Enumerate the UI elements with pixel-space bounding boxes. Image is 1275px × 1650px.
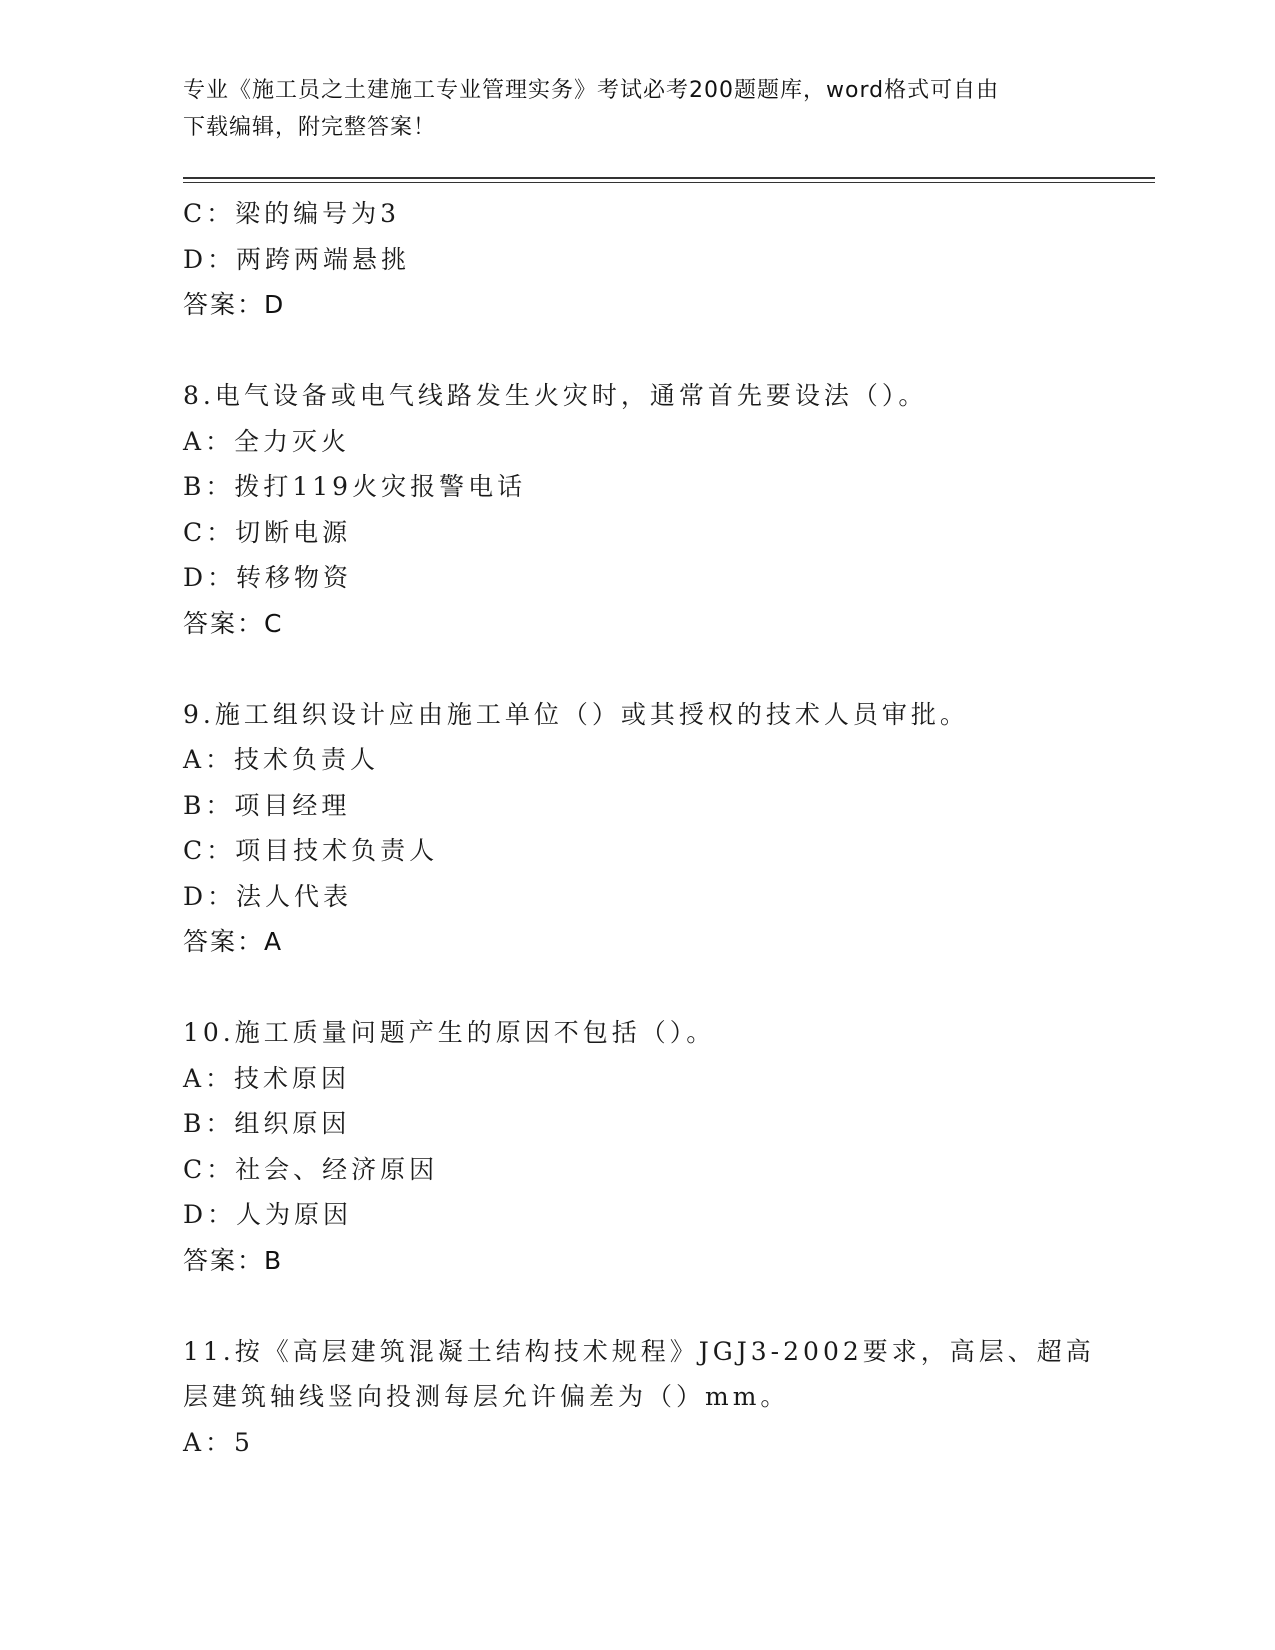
option-c: C：梁的编号为3 xyxy=(183,199,401,228)
option-a: A：技术原因 xyxy=(183,1063,351,1093)
option-d: D：转移物资 xyxy=(183,563,353,592)
answer: 答案：D xyxy=(183,290,286,319)
option-a: A：5 xyxy=(183,1427,254,1457)
spacer xyxy=(183,1283,1063,1329)
question-8 xyxy=(183,373,1063,646)
question-9 xyxy=(183,692,1063,965)
header-divider-thin xyxy=(183,182,1155,183)
header-line-1: 专业《施工员之土建施工专业管理实务》考试必考200题题库，word格式可自由 xyxy=(183,78,1000,103)
answer: 答案：C xyxy=(183,608,284,638)
header-line-2: 下载编辑，附完整答案！ xyxy=(183,115,437,140)
option-b: B：拨打119火灾报警电话 xyxy=(183,472,527,501)
option-d: D：两跨两端悬挑 xyxy=(183,244,411,274)
option-c: C：项目技术负责人 xyxy=(183,836,439,865)
answer: 答案：B xyxy=(183,1245,284,1275)
question-11 xyxy=(183,1329,1095,1466)
question-text: 8.电气设备或电气线路发生火灾时，通常首先要设法（）。 xyxy=(183,381,928,410)
option-b: B：项目经理 xyxy=(183,790,351,820)
question-text-line-2: 层建筑轴线竖向投测每层允许偏差为（）mm。 xyxy=(183,1382,790,1411)
option-d: D：人为原因 xyxy=(183,1200,353,1229)
spacer xyxy=(183,646,1063,692)
option-c: C：社会、经济原因 xyxy=(183,1154,439,1184)
answer: 答案：A xyxy=(183,927,284,956)
spacer xyxy=(183,965,1063,1011)
option-c: C：切断电源 xyxy=(183,517,352,547)
question-list xyxy=(183,191,1095,1465)
option-a: A：全力灭火 xyxy=(183,426,351,456)
question-text-line-1: 11.按《高层建筑混凝土结构技术规程》JGJ3-2002要求，高层、超高 xyxy=(183,1336,1095,1366)
document-header xyxy=(183,72,1063,146)
spacer xyxy=(183,328,1063,374)
option-d: D：法人代表 xyxy=(183,881,353,911)
question-carryover xyxy=(183,191,1063,328)
header-divider-thick xyxy=(183,177,1155,179)
question-text: 10.施工质量问题产生的原因不包括（）。 xyxy=(183,1018,716,1047)
question-10 xyxy=(183,1010,1063,1283)
question-text: 9.施工组织设计应由施工单位（）或其授权的技术人员审批。 xyxy=(183,699,969,729)
option-b: B：组织原因 xyxy=(183,1109,351,1138)
option-a: A：技术负责人 xyxy=(183,745,380,774)
